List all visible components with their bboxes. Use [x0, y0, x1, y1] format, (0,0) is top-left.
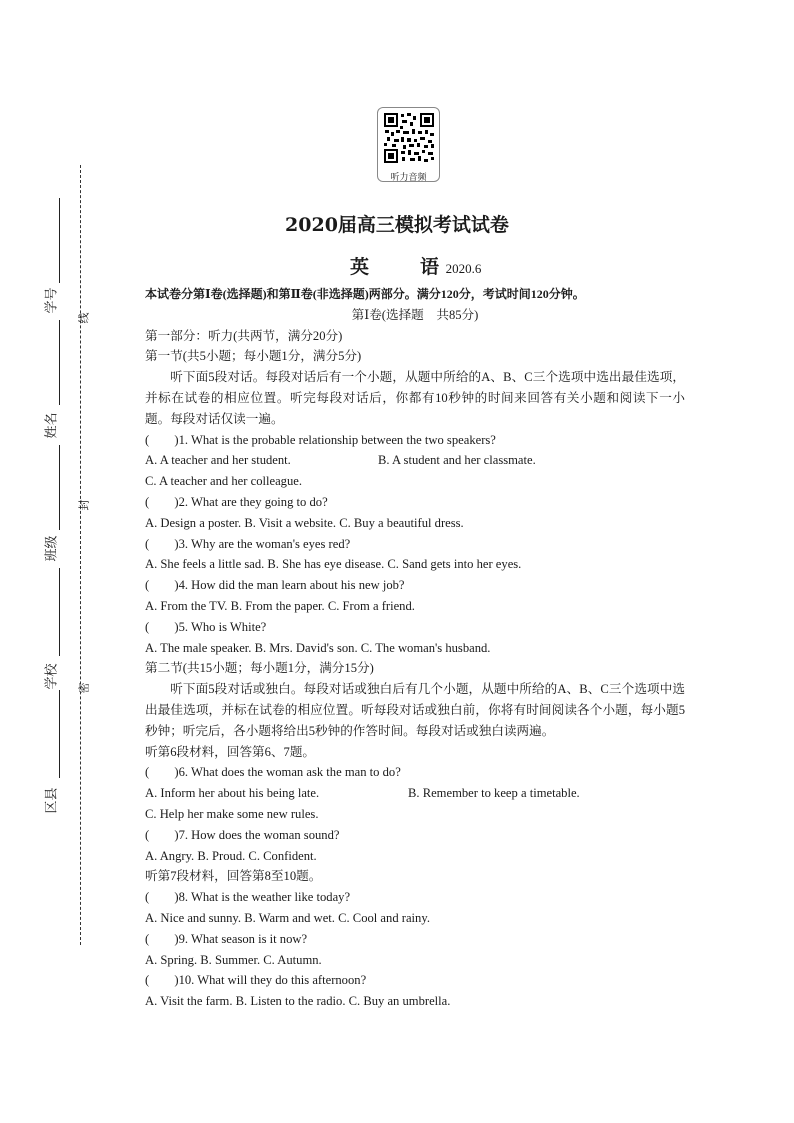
question-5-options[interactable]: A. The male speaker. B. Mrs. David's son. C. The woman's husband.: [145, 640, 491, 655]
subject-char-1: 英: [350, 256, 370, 278]
exam-title: 2020届高三模拟考试试卷: [285, 214, 509, 236]
name-label: 姓名: [44, 412, 60, 439]
question-6-options: [145, 783, 685, 804]
section-1-instruction: 听下面5段对话。每段对话后有一个小题，从题中所给的A、B、C三个选项中选出最佳选项，并标在试卷的相应位置。听完每段对话后，你都有10秒钟的时间来回答有关小题和阅读下一小题。每段对话仅读一遍。: [145, 370, 685, 426]
question-5-stem: ( )5. Who is White?: [145, 619, 267, 634]
school-label: 学校: [44, 663, 60, 690]
question-8-options[interactable]: A. Nice and sunny. B. Warm and wet. C. Cool and rainy.: [145, 910, 430, 925]
question-4-stem: ( )4. How did the man learn about his new job?: [145, 578, 405, 593]
question-3-options[interactable]: A. She feels a little sad. B. She has eye disease. C. Sand gets into her eyes.: [145, 557, 522, 572]
class-label: 班级: [44, 535, 60, 562]
question-3-stem: ( )3. Why are the woman's eyes red?: [145, 536, 351, 551]
name-underline: [59, 320, 60, 405]
qr-code[interactable]: [377, 107, 440, 182]
class-field[interactable]: [38, 445, 62, 570]
district-underline: [59, 690, 60, 778]
school-underline: [59, 568, 60, 656]
seal-word-secret: 密: [77, 682, 91, 694]
question-8-stem: ( )8. What is the weather like today?: [145, 890, 351, 905]
binding-dashed-line: [80, 165, 81, 945]
option-1b[interactable]: B. A student and her classmate.: [378, 453, 536, 468]
class-underline: [59, 445, 60, 530]
material-6-note: 听第6段材料，回答第6、7题。: [145, 744, 316, 759]
name-field[interactable]: [38, 320, 62, 445]
question-2-stem: ( )2. What are they going to do?: [145, 494, 328, 509]
option-6a[interactable]: A. Inform her about his being late.: [145, 786, 320, 801]
exam-intro: 本试卷分第Ⅰ卷(选择题)和第Ⅱ卷(非选择题)两部分。满分120分，考试时间120分钟。: [145, 287, 585, 301]
seal-word-seal: 封: [77, 499, 91, 511]
option-6c[interactable]: C. Help her make some new rules.: [145, 806, 319, 821]
option-1a[interactable]: A. A teacher and her student.: [145, 453, 291, 468]
question-2-options[interactable]: A. Design a poster. B. Visit a website. C. Buy a beautiful dress.: [145, 515, 464, 530]
exam-content: [145, 284, 685, 1012]
exam-subject: [350, 252, 481, 279]
qr-code-icon: [383, 112, 435, 164]
seal-word-line: 线: [77, 312, 91, 324]
qr-label: 听力音频: [390, 173, 427, 183]
school-field[interactable]: [38, 568, 62, 698]
question-1-stem: ( )1. What is the probable relationship between the two speakers?: [145, 432, 496, 447]
option-6b[interactable]: B. Remember to keep a timetable.: [408, 786, 580, 801]
part-1-heading: 第一部分：听力(共两节，满分20分): [145, 328, 343, 343]
subject-char-2: 语: [420, 256, 440, 278]
question-9-stem: ( )9. What season is it now?: [145, 931, 308, 946]
section-2-heading: 第二节(共15小题；每小题1分，满分15分): [145, 661, 374, 676]
question-10-stem: ( )10. What will they do this afternoon?: [145, 973, 367, 988]
question-7-stem: ( )7. How does the woman sound?: [145, 827, 340, 842]
student-id-label: 学号: [44, 287, 60, 314]
exam-date: 2020.6: [445, 261, 482, 276]
question-10-options[interactable]: A. Visit the farm. B. Listen to the radio. C. Buy an umbrella.: [145, 994, 451, 1009]
question-9-options[interactable]: A. Spring. B. Summer. C. Autumn.: [145, 952, 322, 967]
district-field[interactable]: [38, 690, 62, 820]
question-6-stem: ( )6. What does the woman ask the man to do?: [145, 765, 401, 780]
section-2-instruction: 听下面5段对话或独白。每段对话或独白后有几个小题，从题中所给的A、B、C三个选项中选出最佳选项，并标在试卷的相应位置。听每段对话或独白前，你将有时间阅读各个小题，每小题5秒钟；听完后，各小题将给出5秒钟的作答时间。每段对话或独白读两遍。: [145, 682, 685, 738]
district-label: 区县: [44, 787, 60, 814]
question-4-options[interactable]: A. From the TV. B. From the paper. C. From a friend.: [145, 598, 415, 613]
question-7-options[interactable]: A. Angry. B. Proud. C. Confident.: [145, 848, 317, 863]
material-7-note: 听第7段材料，回答第8至10题。: [145, 869, 322, 884]
option-1c[interactable]: C. A teacher and her colleague.: [145, 474, 303, 489]
volume-1-heading: 第Ⅰ卷(选择题 共85分): [351, 307, 479, 322]
section-1-heading: 第一节(共5小题；每小题1分，满分5分): [145, 349, 362, 364]
question-1-options: [145, 450, 685, 471]
